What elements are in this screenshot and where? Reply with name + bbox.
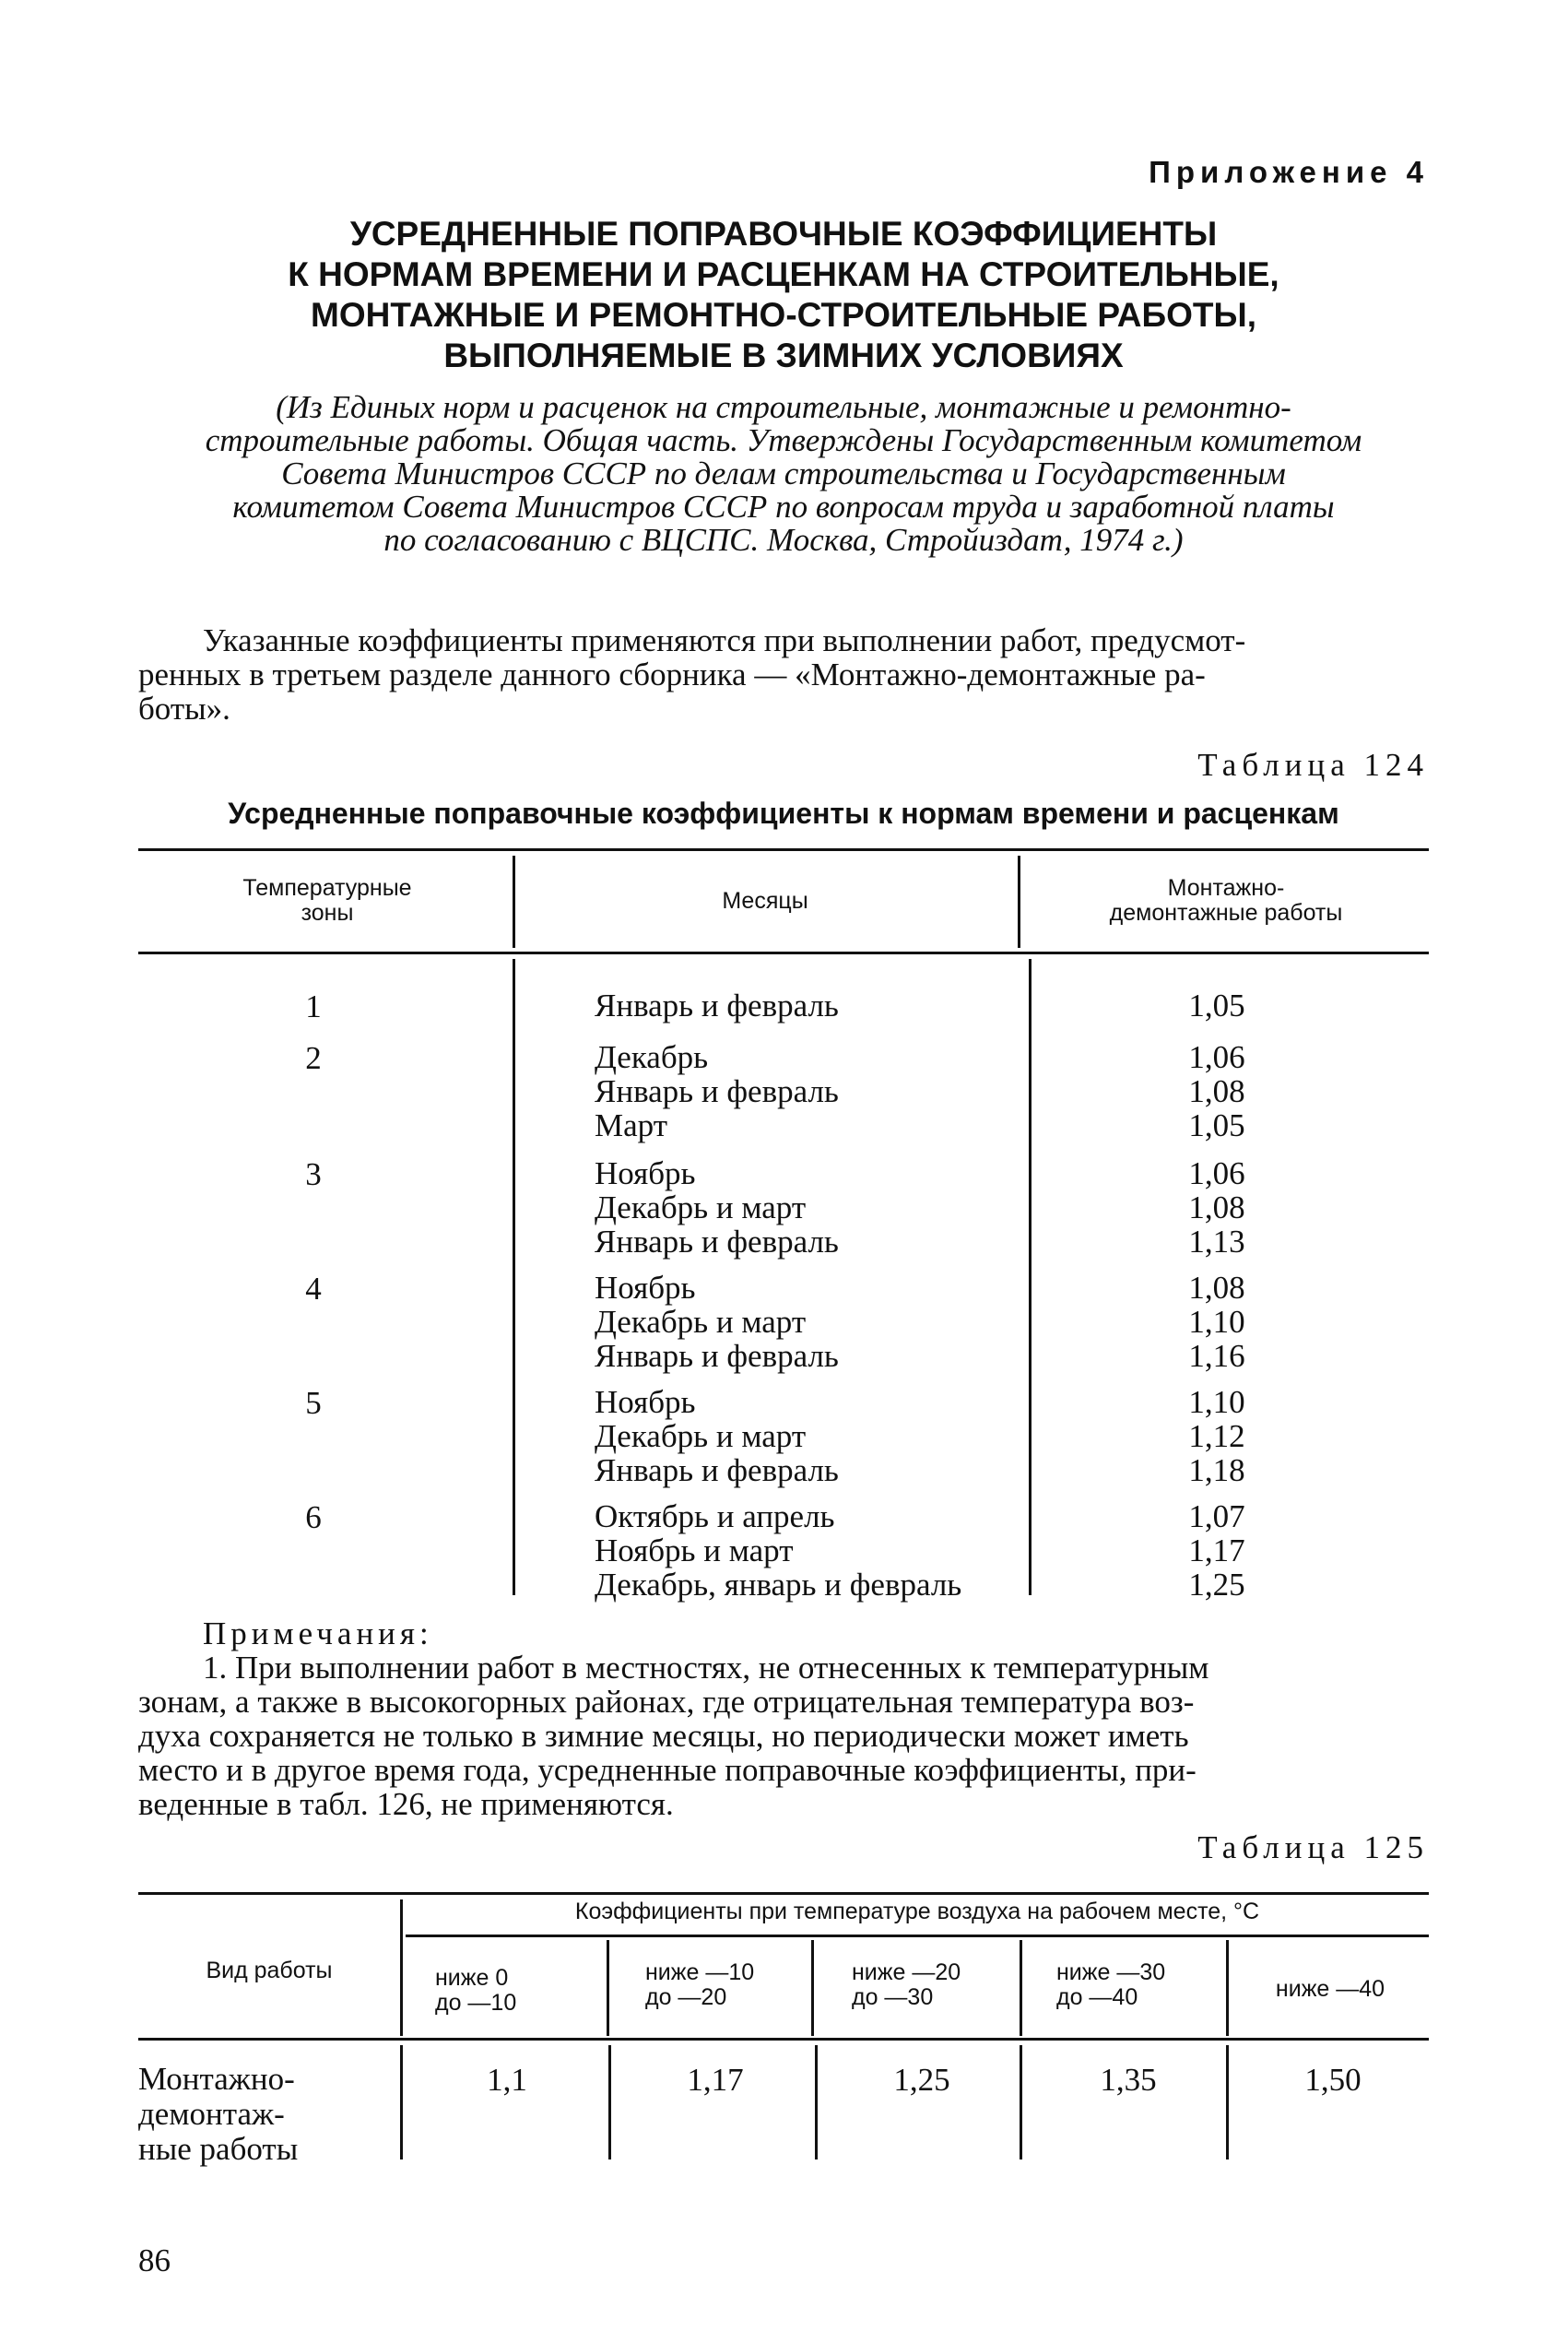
page-title [138,214,1429,376]
value-cell: 1,50 [1304,2062,1362,2098]
source-citation [138,391,1429,557]
table-125-col-divider [811,1940,814,2036]
header-temperature-group: Коэффициенты при температуре воздуха на рабочем месте, °С [574,1899,1260,1924]
title-line: К НОРМАМ ВРЕМЕНИ И РАСЦЕНКАМ НА СТРОИТЕЛЬНЫЕ, [288,255,1279,293]
source-line: (Из Единых норм и расценок на строительные, монтажные и ремонтно- [276,389,1291,425]
coef-cell: 1,06 [1188,1155,1245,1191]
table-125-col-divider [608,2045,611,2159]
coef-cell: 1,08 [1188,1270,1245,1306]
note-line: зонам, а также в высокогорных районах, где отрицательная температура воз- [138,1684,1195,1720]
table-125-col-divider [815,2045,818,2159]
source-line: строительные работы. Общая часть. Утверждены Государственным комитетом [205,422,1362,458]
table-125-group-rule [406,1935,1429,1937]
title-line: УСРЕДНЕННЫЕ ПОПРАВОЧНЫЕ КОЭФФИЦИЕНТЫ [349,215,1218,253]
table-125-col-divider [1226,1940,1229,2036]
row-label-cell: Монтажно- демонтаж- ные работы [138,2061,299,2167]
intro-line: боты». [138,691,230,727]
note-line: место и в другое время года, усредненные поправочные коэффициенты, при- [138,1752,1197,1788]
table-124-header-rule [138,952,1429,954]
month-cell: Ноябрь и март [595,1532,794,1568]
table-124-col-divider [1018,856,1020,948]
subheader-cell: ниже —30 до —40 [1056,1959,1166,2010]
month-cell: Декабрь, январь и февраль [595,1567,962,1603]
note-paragraph [138,1651,1429,1821]
table-125-header-rule [138,2038,1429,2041]
table-125-col-divider [607,1940,609,2036]
coef-cell: 1,25 [1188,1567,1245,1603]
month-cell: Ноябрь [595,1155,696,1191]
month-cell: Ноябрь [595,1384,696,1420]
coef-cell: 1,05 [1188,1107,1245,1143]
month-cell: Декабрь и март [595,1189,807,1225]
notes-heading: Примечания: [203,1615,433,1651]
table-124-number: Таблица 124 [1197,747,1429,783]
coef-cell: 1,08 [1188,1189,1245,1225]
coef-cell: 1,17 [1188,1532,1245,1568]
table-125-col-divider [1020,1940,1022,2036]
coef-cell: 1,16 [1188,1338,1245,1374]
month-cell: Январь и февраль [595,988,839,1024]
zone-cell: 3 [305,1156,322,1192]
zone-cell: 6 [305,1499,322,1535]
appendix-label: Приложение 4 [1149,155,1429,189]
coef-cell: 1,13 [1188,1224,1245,1260]
month-cell: Январь и февраль [595,1452,839,1488]
intro-line: Указанные коэффициенты применяются при выполнении работ, предусмот- [203,622,1246,658]
zone-cell: 4 [305,1271,322,1307]
month-cell: Январь и февраль [595,1224,839,1260]
title-line: ВЫПОЛНЯЕМЫЕ В ЗИМНИХ УСЛОВИЯХ [443,337,1124,374]
month-cell: Декабрь и март [595,1304,807,1340]
table-124-caption: Усредненные поправочные коэффициенты к нормам времени и расценкам [228,797,1339,830]
coef-cell: 1,05 [1188,988,1245,1024]
coef-cell: 1,07 [1188,1498,1245,1534]
table-125-col-divider [400,2045,403,2159]
value-cell: 1,35 [1100,2062,1157,2098]
zone-cell: 1 [305,988,322,1024]
coef-cell: 1,08 [1188,1073,1245,1109]
month-cell: Октябрь и апрель [595,1498,835,1534]
month-cell: Январь и февраль [595,1073,839,1109]
intro-line: ренных в третьем разделе данного сборника — «Монтажно-демонтажные ра- [138,657,1206,692]
header-months: Месяцы [722,888,808,914]
value-cell: 1,17 [687,2062,744,2098]
source-line: Совета Министров СССР по делам строительства и Государственным [281,456,1286,491]
note-line: веденные в табл. 126, не применяются. [138,1786,674,1822]
month-cell: Декабрь [595,1039,709,1075]
header-work-type: Вид работы [206,1958,333,1983]
table-124-col-divider [513,856,515,948]
source-line: по согласованию с ВЦСПС. Москва, Стройиздат, 1974 г.) [383,522,1184,558]
table-125-top-rule [138,1892,1429,1895]
note-line: духа сохраняется не только в зимние месяцы, но периодически может иметь [138,1718,1189,1754]
month-cell: Январь и февраль [595,1338,839,1374]
title-line: МОНТАЖНЫЕ И РЕМОНТНО-СТРОИТЕЛЬНЫЕ РАБОТЫ, [311,296,1256,334]
value-cell: 1,25 [893,2062,950,2098]
subheader-cell: ниже —10 до —20 [645,1959,755,2010]
value-cell: 1,1 [487,2062,527,2098]
table-125-col-divider [400,1899,403,2036]
month-cell: Ноябрь [595,1270,696,1306]
coef-cell: 1,12 [1188,1418,1245,1454]
header-zones: Температурные зоны [242,875,412,926]
subheader-cell: ниже —20 до —30 [852,1959,961,2010]
table-125-col-divider [1020,2045,1022,2159]
intro-paragraph [138,622,1429,727]
table-124-col-divider [513,959,515,1595]
coef-cell: 1,18 [1188,1452,1245,1488]
note-line: 1. При выполнении работ в местностях, не отнесенных к температурным [203,1650,1209,1686]
month-cell: Март [595,1107,667,1143]
subheader-cell: ниже 0 до —10 [435,1965,517,2016]
table-125-col-divider [1226,2045,1229,2159]
coef-cell: 1,06 [1188,1039,1245,1075]
coef-cell: 1,10 [1188,1304,1245,1340]
table-124-top-rule [138,848,1429,851]
source-line: комитетом Совета Министров СССР по вопросам труда и заработной платы [232,489,1335,525]
header-works: Монтажно- демонтажные работы [1109,875,1343,926]
month-cell: Декабрь и март [595,1418,807,1454]
table-125-number: Таблица 125 [1197,1829,1429,1865]
coef-cell: 1,10 [1188,1384,1245,1420]
zone-cell: 5 [305,1385,322,1421]
page-number: 86 [138,2242,171,2278]
subheader-cell: ниже —40 [1275,1976,1385,2002]
zone-cell: 2 [305,1040,322,1076]
table-124-col-divider [1029,959,1032,1595]
